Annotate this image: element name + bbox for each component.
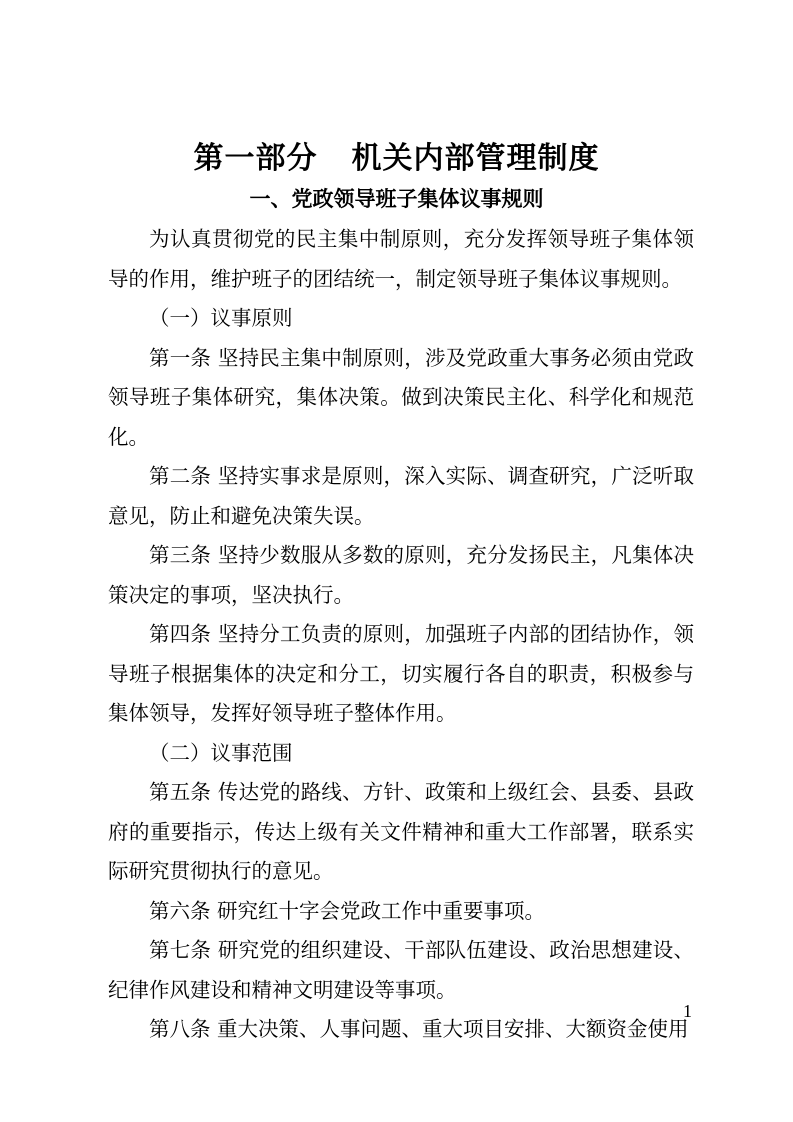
title-part-label: 第一部分 xyxy=(193,141,318,176)
title-main-text: 机关内部管理制度 xyxy=(351,141,600,176)
document-body xyxy=(108,220,694,1050)
page-number: 1 xyxy=(683,1001,692,1021)
document-title xyxy=(0,139,793,179)
article-paragraph: 第七条 研究党的组织建设、干部队伍建设、政治思想建设、纪律作风建设和精神文明建设等事项。 xyxy=(108,938,694,1002)
article-paragraph: 第八条 重大决策、人事问题、重大项目安排、大额资金使用 xyxy=(149,1017,689,1041)
article-paragraph: 第六条 研究红十字会党政工作中重要事项。 xyxy=(149,898,546,923)
article-paragraph: 第三条 坚持少数服从多数的原则，充分发扬民主，凡集体决策决定的事项，坚决执行。 xyxy=(108,543,694,607)
article-paragraph: 第五条 传达党的路线、方针、政策和上级红会、县委、县政府的重要指示，传达上级有关文件精神和重大工作部署，联系实际研究贯彻执行的意见。 xyxy=(108,780,694,883)
article-paragraph: 第二条 坚持实事求是原则，深入实际、调查研究，广泛听取意见，防止和避免决策失误。 xyxy=(108,464,694,528)
section-heading-principles: （一）议事原则 xyxy=(149,306,293,330)
article-paragraph: 第一条 坚持民主集中制原则，涉及党政重大事务必须由党政领导班子集体研究，集体决策。做到决策民主化、科学化和规范化。 xyxy=(108,345,694,449)
section-heading-scope: （二）议事范围 xyxy=(149,740,293,765)
section-heading: 一、党政领导班子集体议事规则 xyxy=(249,187,544,211)
intro-paragraph: 为认真贯彻党的民主集中制原则，充分发挥领导班子集体领导的作用，维护班子的团结统一，制定领导班子集体议事规则。 xyxy=(108,227,694,291)
article-paragraph: 第四条 坚持分工负责的原则，加强班子内部的团结协作，领导班子根据集体的决定和分工，切实履行各自的职责，积极参与集体领导，发挥好领导班子整体作用。 xyxy=(108,622,694,725)
